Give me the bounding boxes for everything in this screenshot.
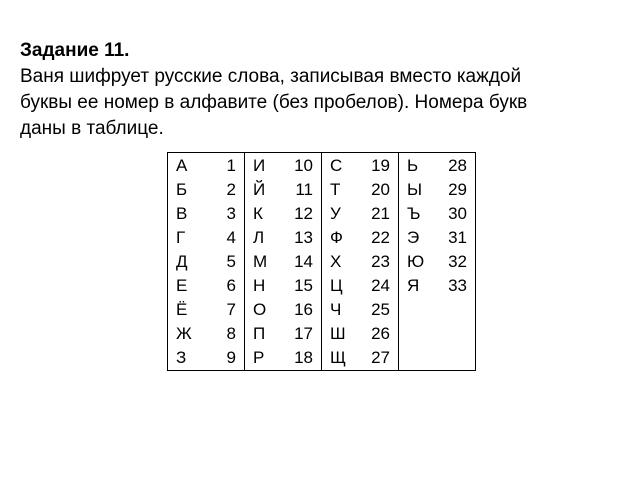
task-text-line-2: буквы ее номер в алфавите (без пробелов). Номера букв (20, 92, 528, 113)
letter-number-pair (399, 154, 475, 178)
letter-cell: Г (176, 228, 186, 247)
number-cell: 20 (371, 180, 390, 199)
number-cell: 9 (226, 348, 236, 367)
letter-number-pair (399, 178, 475, 202)
letter-number-pair (399, 250, 475, 274)
number-cell: 4 (226, 228, 236, 247)
number-cell: 16 (294, 300, 313, 319)
letter-cell: Ю (407, 252, 425, 271)
number-cell: 14 (294, 252, 313, 271)
letter-cell: Ч (330, 300, 342, 319)
number-cell: 15 (294, 276, 313, 295)
letter-cell: Ь (407, 156, 419, 175)
letter-cell: Ф (330, 228, 343, 247)
letter-cell: М (253, 252, 268, 271)
letter-number-pair (399, 202, 475, 226)
letter-number-pair (399, 274, 475, 298)
number-cell: 18 (294, 348, 313, 367)
letter-number-pair (322, 322, 398, 346)
number-cell: 25 (371, 300, 390, 319)
letter-number-pair (245, 274, 321, 298)
letter-number-pair (245, 202, 321, 226)
letter-cell: Ё (176, 300, 188, 319)
number-cell: 12 (294, 204, 313, 223)
letter-number-pair (168, 202, 244, 226)
letter-number-pair (245, 298, 321, 322)
letter-number-pair (168, 346, 244, 370)
number-cell: 31 (448, 228, 467, 247)
letter-number-pair (168, 226, 244, 250)
number-cell: 33 (448, 276, 467, 295)
letter-number-pair (168, 250, 244, 274)
letter-number-pair (322, 226, 398, 250)
number-cell: 6 (226, 276, 236, 295)
letter-number-pair (245, 154, 321, 178)
letter-cell: Х (330, 252, 342, 271)
letter-cell: Ъ (407, 204, 421, 223)
letter-cell: У (330, 204, 341, 223)
letter-cell: Й (253, 180, 266, 199)
letter-number-pair (322, 154, 398, 178)
letter-cell: Д (176, 252, 188, 271)
letter-cell: Ж (176, 324, 192, 343)
number-cell: 32 (448, 252, 467, 271)
letter-cell: И (253, 156, 266, 175)
alphabet-column-4 (399, 153, 476, 371)
number-cell: 1 (226, 156, 236, 175)
alphabet-table (167, 152, 476, 371)
letter-cell: Э (407, 228, 420, 247)
alphabet-table-row (168, 153, 476, 371)
letter-number-pair (322, 346, 398, 370)
number-cell: 19 (371, 156, 390, 175)
letter-cell: Е (176, 276, 188, 295)
alphabet-column-3 (322, 153, 399, 371)
letter-number-pair (245, 250, 321, 274)
letter-cell: В (176, 204, 188, 223)
number-cell: 5 (226, 252, 236, 271)
number-cell: 21 (371, 204, 390, 223)
number-cell: 17 (294, 324, 313, 343)
letter-cell: Я (407, 276, 420, 295)
letter-cell: Р (253, 348, 265, 367)
number-cell: 23 (371, 252, 390, 271)
letter-number-pair (322, 202, 398, 226)
letter-cell: Ы (407, 180, 423, 199)
number-cell: 22 (371, 228, 390, 247)
alphabet-column-1 (168, 153, 245, 371)
letter-number-pair (245, 178, 321, 202)
letter-cell: Ш (330, 324, 346, 343)
letter-cell: Н (253, 276, 266, 295)
number-cell: 24 (371, 276, 390, 295)
letter-number-pair (322, 250, 398, 274)
letter-number-pair (322, 298, 398, 322)
letter-cell: О (253, 300, 267, 319)
alphabet-column-2 (245, 153, 322, 371)
letter-cell: А (176, 156, 188, 175)
number-cell: 2 (226, 180, 236, 199)
letter-number-pair (245, 226, 321, 250)
number-cell: 28 (448, 156, 467, 175)
letter-number-pair (322, 178, 398, 202)
number-cell: 8 (226, 324, 236, 343)
letter-number-pair (168, 178, 244, 202)
letter-cell: Ц (330, 276, 343, 295)
letter-cell: К (253, 204, 263, 223)
letter-number-pair (168, 298, 244, 322)
task-text-line-3: даны в таблице. (20, 118, 164, 139)
number-cell: 26 (371, 324, 390, 343)
letter-number-pair (168, 274, 244, 298)
letter-cell: Т (330, 180, 341, 199)
number-cell: 3 (226, 204, 236, 223)
number-cell: 29 (448, 180, 467, 199)
letter-number-pair (245, 322, 321, 346)
number-cell: 7 (226, 300, 236, 319)
letter-number-pair (168, 322, 244, 346)
task-block (20, 38, 620, 142)
letter-number-pair (245, 346, 321, 370)
task-title: Задание 11. (20, 40, 130, 61)
letter-number-pair (399, 226, 475, 250)
letter-cell: П (253, 324, 266, 343)
letter-number-pair (168, 154, 244, 178)
number-cell: 27 (371, 348, 390, 367)
number-cell: 13 (294, 228, 313, 247)
number-cell: 30 (448, 204, 467, 223)
number-cell: 10 (294, 156, 313, 175)
letter-cell: Л (253, 228, 265, 247)
number-cell: 11 (295, 180, 313, 199)
letter-cell: Б (176, 180, 188, 199)
letter-cell: Щ (330, 348, 346, 367)
task-text-line-1: Ваня шифрует русские слова, записывая вместо каждой (20, 66, 522, 87)
letter-cell: С (330, 156, 343, 175)
letter-number-pair (322, 274, 398, 298)
letter-cell: З (176, 348, 187, 367)
